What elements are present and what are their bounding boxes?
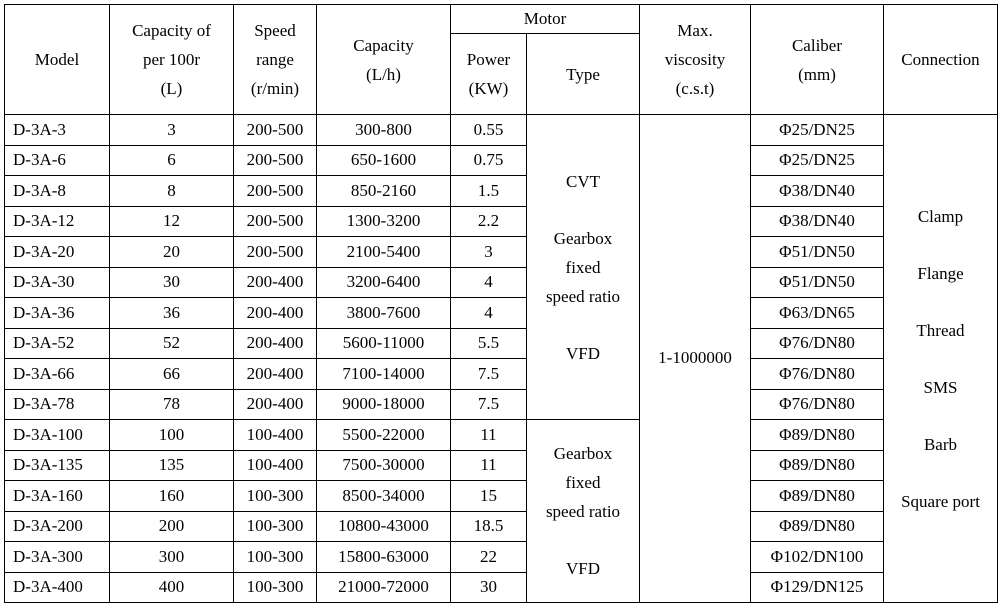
cell-caliber: Φ76/DN80 bbox=[751, 328, 884, 359]
header-line: Max. bbox=[677, 21, 713, 40]
cell-power: 7.5 bbox=[451, 359, 527, 390]
cell-connection bbox=[884, 115, 998, 603]
cell-capacity: 15800-63000 bbox=[317, 542, 451, 573]
cell-connection-line: Flange bbox=[917, 263, 964, 283]
cell-power: 0.55 bbox=[451, 115, 527, 146]
cell-capacity-per-100r: 12 bbox=[110, 206, 234, 237]
spec-table bbox=[4, 4, 998, 603]
table-row bbox=[5, 115, 998, 146]
cell-capacity-per-100r: 100 bbox=[110, 420, 234, 451]
cell-capacity: 7100-14000 bbox=[317, 359, 451, 390]
header-speed-range bbox=[234, 5, 317, 115]
cell-speed-range: 200-500 bbox=[234, 237, 317, 268]
header-type bbox=[527, 34, 640, 115]
cell-caliber: Φ89/DN80 bbox=[751, 420, 884, 451]
cell-capacity-per-100r: 52 bbox=[110, 328, 234, 359]
cell-capacity-per-100r: 78 bbox=[110, 389, 234, 420]
cell-capacity: 5600-11000 bbox=[317, 328, 451, 359]
cell-capacity: 5500-22000 bbox=[317, 420, 451, 451]
cell-caliber: Φ76/DN80 bbox=[751, 359, 884, 390]
cell-model: D-3A-300 bbox=[5, 542, 110, 573]
cell-capacity-per-100r: 20 bbox=[110, 237, 234, 268]
header-line: Speed bbox=[254, 21, 296, 40]
cell-power: 4 bbox=[451, 267, 527, 298]
cell-motor-type-line: CVT bbox=[566, 171, 600, 191]
header-line: range bbox=[256, 50, 294, 69]
cell-motor-type-line: speed ratio bbox=[545, 502, 621, 521]
header-line: (r/min) bbox=[250, 79, 300, 98]
cell-capacity: 9000-18000 bbox=[317, 389, 451, 420]
table-body bbox=[5, 115, 998, 603]
cell-power: 7.5 bbox=[451, 389, 527, 420]
table-row bbox=[5, 511, 998, 542]
header-model bbox=[5, 5, 110, 115]
cell-motor-type-line: Gearbox bbox=[553, 228, 613, 248]
cell-power: 2.2 bbox=[451, 206, 527, 237]
cell-capacity: 7500-30000 bbox=[317, 450, 451, 481]
header-line: (L/h) bbox=[366, 64, 401, 84]
header-line: Capacity of bbox=[132, 21, 211, 40]
cell-caliber: Φ51/DN50 bbox=[751, 267, 884, 298]
cell-connection-line: Thread bbox=[916, 320, 965, 340]
cell-speed-range: 200-400 bbox=[234, 389, 317, 420]
cell-capacity: 3200-6400 bbox=[317, 267, 451, 298]
cell-model: D-3A-6 bbox=[5, 145, 110, 176]
cell-caliber: Φ63/DN65 bbox=[751, 298, 884, 329]
table-row bbox=[5, 176, 998, 207]
table-row bbox=[5, 389, 998, 420]
cell-motor-type-line: speed ratio bbox=[545, 286, 621, 306]
cell-power: 18.5 bbox=[451, 511, 527, 542]
table-row bbox=[5, 237, 998, 268]
cell-capacity: 21000-72000 bbox=[317, 572, 451, 603]
cell-motor-type-stack bbox=[527, 439, 639, 583]
cell-model: D-3A-100 bbox=[5, 420, 110, 451]
cell-motor-type-line: VFD bbox=[565, 343, 600, 363]
cell-motor-type-line: fixed bbox=[565, 257, 601, 277]
header-max-viscosity bbox=[640, 5, 751, 115]
cell-caliber: Φ51/DN50 bbox=[751, 237, 884, 268]
cell-speed-range: 100-400 bbox=[234, 420, 317, 451]
table-row bbox=[5, 145, 998, 176]
cell-capacity-per-100r: 66 bbox=[110, 359, 234, 390]
cell-model: D-3A-135 bbox=[5, 450, 110, 481]
table-row bbox=[5, 481, 998, 512]
cell-capacity-per-100r: 160 bbox=[110, 481, 234, 512]
cell-power: 15 bbox=[451, 481, 527, 512]
cell-caliber: Φ25/DN25 bbox=[751, 145, 884, 176]
cell-speed-range: 200-500 bbox=[234, 176, 317, 207]
cell-motor-type bbox=[527, 420, 640, 603]
cell-capacity-per-100r: 300 bbox=[110, 542, 234, 573]
cell-connection-line: SMS bbox=[923, 377, 958, 397]
header-power bbox=[451, 34, 527, 115]
cell-capacity: 1300-3200 bbox=[317, 206, 451, 237]
header-line: per 100r bbox=[142, 50, 201, 69]
cell-caliber: Φ89/DN80 bbox=[751, 450, 884, 481]
header-line: (L) bbox=[160, 79, 183, 98]
cell-connection-stack bbox=[884, 188, 997, 530]
header-line: viscosity bbox=[664, 50, 726, 69]
cell-caliber: Φ102/DN100 bbox=[751, 542, 884, 573]
cell-speed-range: 100-400 bbox=[234, 450, 317, 481]
cell-model: D-3A-3 bbox=[5, 115, 110, 146]
table-row bbox=[5, 420, 998, 451]
header-line: Capacity bbox=[353, 35, 414, 55]
cell-model: D-3A-160 bbox=[5, 481, 110, 512]
cell-motor-type-stack bbox=[527, 167, 639, 368]
cell-capacity: 2100-5400 bbox=[317, 237, 451, 268]
cell-speed-range: 200-400 bbox=[234, 328, 317, 359]
table-row bbox=[5, 328, 998, 359]
cell-capacity-per-100r: 36 bbox=[110, 298, 234, 329]
cell-speed-range: 200-400 bbox=[234, 298, 317, 329]
cell-model: D-3A-12 bbox=[5, 206, 110, 237]
header-caliber bbox=[751, 5, 884, 115]
header-capacity-per-100r bbox=[110, 5, 234, 115]
cell-capacity-per-100r: 400 bbox=[110, 572, 234, 603]
cell-power: 4 bbox=[451, 298, 527, 329]
header-line: (KW) bbox=[468, 79, 509, 98]
cell-power: 11 bbox=[451, 420, 527, 451]
cell-caliber: Φ76/DN80 bbox=[751, 389, 884, 420]
cell-speed-range: 200-400 bbox=[234, 359, 317, 390]
cell-model: D-3A-78 bbox=[5, 389, 110, 420]
cell-capacity-per-100r: 135 bbox=[110, 450, 234, 481]
header-connection bbox=[884, 5, 998, 115]
cell-model: D-3A-30 bbox=[5, 267, 110, 298]
table-row bbox=[5, 450, 998, 481]
cell-capacity-per-100r: 200 bbox=[110, 511, 234, 542]
cell-model: D-3A-52 bbox=[5, 328, 110, 359]
header-capacity bbox=[317, 5, 451, 115]
cell-power: 1.5 bbox=[451, 176, 527, 207]
cell-model: D-3A-200 bbox=[5, 511, 110, 542]
cell-model: D-3A-36 bbox=[5, 298, 110, 329]
cell-capacity-per-100r: 6 bbox=[110, 145, 234, 176]
cell-power: 11 bbox=[451, 450, 527, 481]
cell-motor-type-line: Gearbox bbox=[553, 444, 613, 463]
cell-caliber: Φ89/DN80 bbox=[751, 481, 884, 512]
cell-speed-range: 200-400 bbox=[234, 267, 317, 298]
cell-model: D-3A-8 bbox=[5, 176, 110, 207]
cell-connection-line: Clamp bbox=[917, 206, 964, 226]
cell-capacity: 300-800 bbox=[317, 115, 451, 146]
cell-power: 22 bbox=[451, 542, 527, 573]
cell-speed-range: 200-500 bbox=[234, 115, 317, 146]
cell-capacity-per-100r: 30 bbox=[110, 267, 234, 298]
cell-caliber: Φ25/DN25 bbox=[751, 115, 884, 146]
header-line: Type bbox=[566, 64, 600, 84]
cell-capacity: 650-1600 bbox=[317, 145, 451, 176]
cell-speed-range: 100-300 bbox=[234, 572, 317, 603]
header-line: Caliber bbox=[791, 35, 843, 55]
cell-capacity: 8500-34000 bbox=[317, 481, 451, 512]
cell-caliber: Φ38/DN40 bbox=[751, 176, 884, 207]
header-line: Power bbox=[466, 50, 511, 69]
cell-capacity: 10800-43000 bbox=[317, 511, 451, 542]
cell-capacity: 850-2160 bbox=[317, 176, 451, 207]
cell-power: 30 bbox=[451, 572, 527, 603]
cell-speed-range: 100-300 bbox=[234, 511, 317, 542]
table-row bbox=[5, 572, 998, 603]
cell-model: D-3A-400 bbox=[5, 572, 110, 603]
cell-model: D-3A-20 bbox=[5, 237, 110, 268]
table-row bbox=[5, 298, 998, 329]
cell-speed-range: 100-300 bbox=[234, 542, 317, 573]
header-motor: Motor bbox=[451, 5, 640, 34]
cell-connection-line: Barb bbox=[923, 434, 958, 454]
table-row bbox=[5, 267, 998, 298]
cell-power: 3 bbox=[451, 237, 527, 268]
table-row bbox=[5, 206, 998, 237]
cell-motor-type-line: VFD bbox=[565, 559, 600, 578]
cell-max-viscosity: 1-1000000 bbox=[640, 115, 751, 603]
table-row bbox=[5, 359, 998, 390]
cell-capacity-per-100r: 8 bbox=[110, 176, 234, 207]
table-row bbox=[5, 542, 998, 573]
header-line: (mm) bbox=[798, 64, 836, 84]
cell-connection-line: Square port bbox=[901, 491, 980, 511]
cell-caliber: Φ129/DN125 bbox=[751, 572, 884, 603]
cell-caliber: Φ89/DN80 bbox=[751, 511, 884, 542]
cell-power: 5.5 bbox=[451, 328, 527, 359]
header-line: (c.s.t) bbox=[675, 79, 715, 98]
cell-power: 0.75 bbox=[451, 145, 527, 176]
cell-speed-range: 100-300 bbox=[234, 481, 317, 512]
cell-caliber: Φ38/DN40 bbox=[751, 206, 884, 237]
cell-speed-range: 200-500 bbox=[234, 145, 317, 176]
cell-motor-type-line: fixed bbox=[565, 473, 601, 492]
cell-speed-range: 200-500 bbox=[234, 206, 317, 237]
cell-motor-type bbox=[527, 115, 640, 420]
cell-capacity-per-100r: 3 bbox=[110, 115, 234, 146]
header-line: Model bbox=[34, 50, 80, 69]
cell-capacity: 3800-7600 bbox=[317, 298, 451, 329]
cell-model: D-3A-66 bbox=[5, 359, 110, 390]
header-line: Connection bbox=[901, 50, 980, 69]
